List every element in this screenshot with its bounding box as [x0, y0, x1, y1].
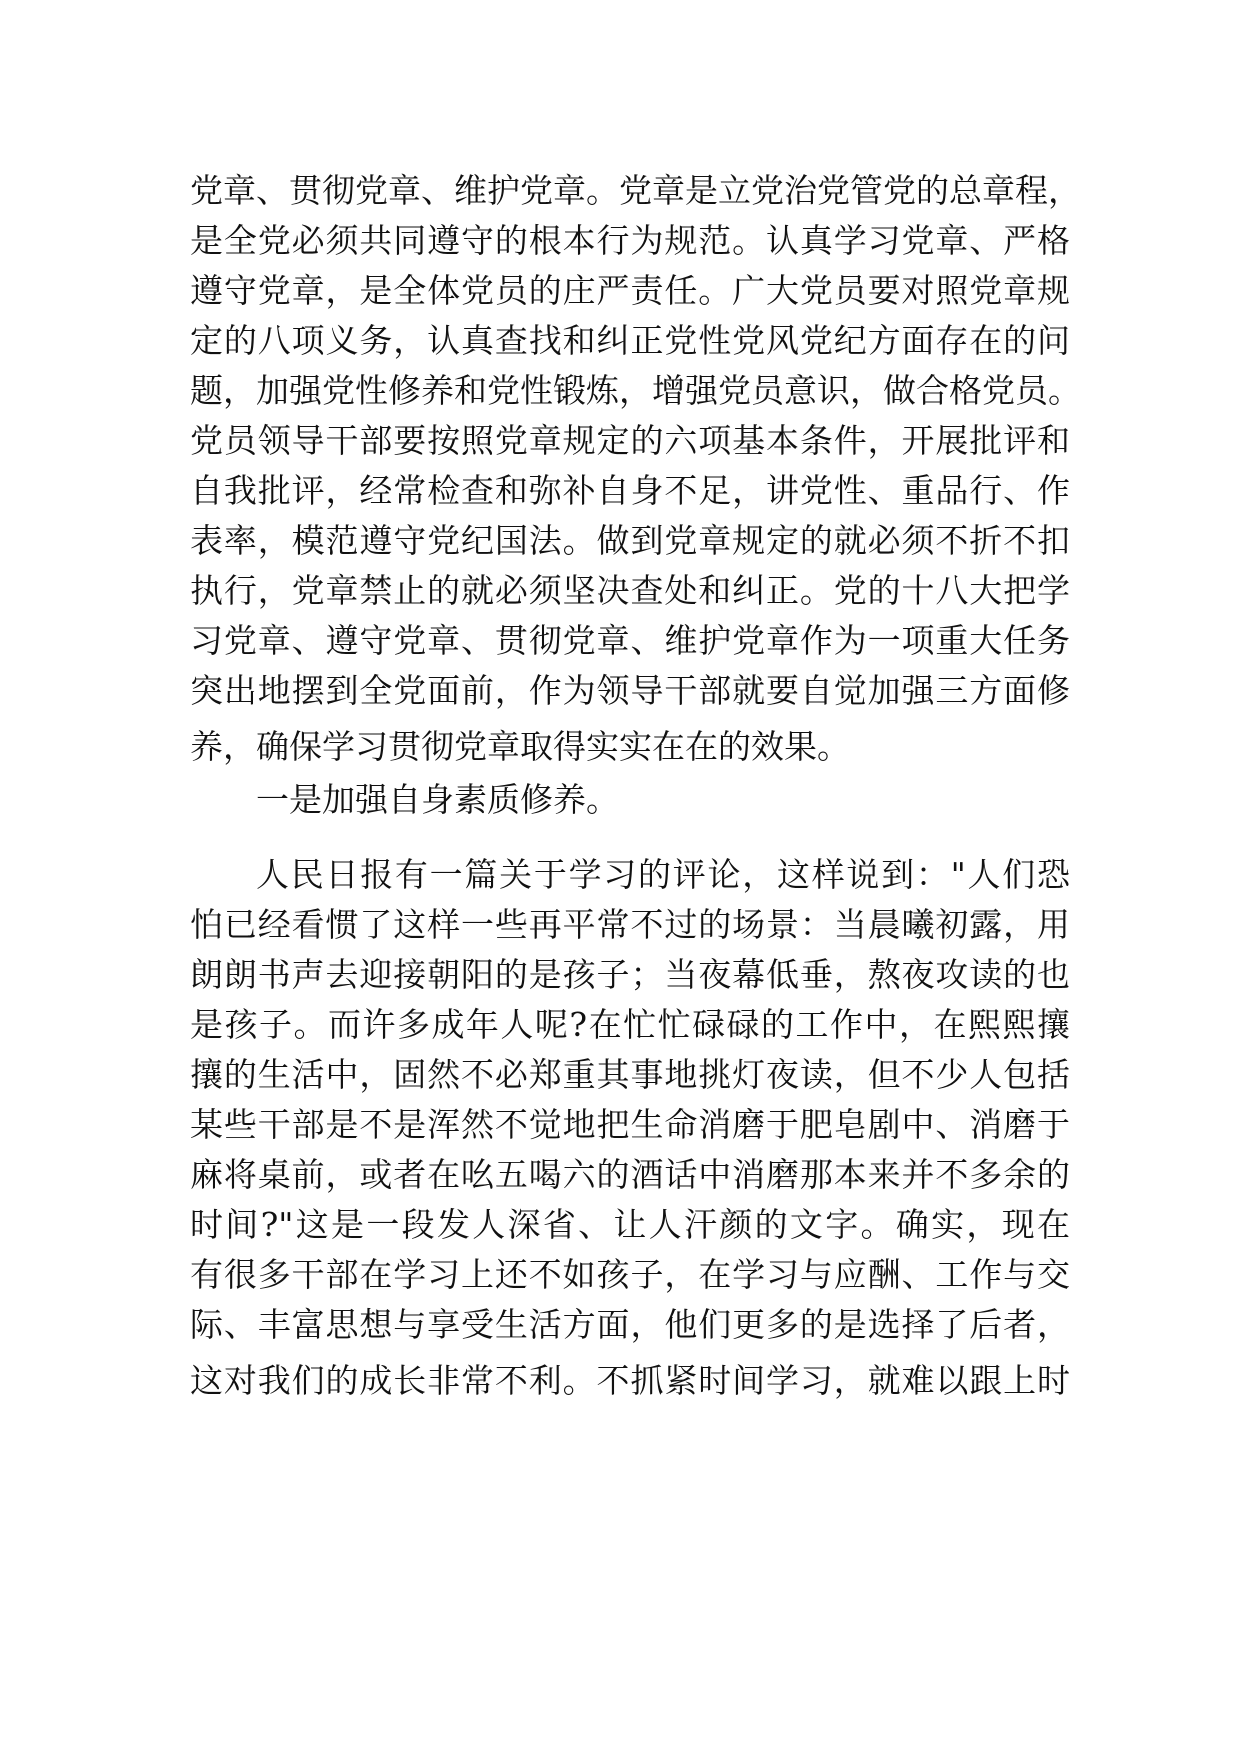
text-line: 定的八项义务，认真查找和纠正党性党风党纪方面存在的问 [190, 321, 1070, 360]
text-line: 突出地摆到全党面前，作为领导干部就要自觉加强三方面修 [190, 671, 1070, 710]
text-line: 自我批评，经常检查和弥补自身不足，讲党性、重品行、作 [190, 471, 1070, 510]
text-line: 习党章、遵守党章、贯彻党章、维护党章作为一项重大任务 [190, 621, 1070, 660]
text-line: 执行，党章禁止的就必须坚决查处和纠正。党的十八大把学 [190, 571, 1070, 610]
text-line: 某些干部是不是浑然不觉地把生命消磨于肥皂剧中、消磨于 [190, 1105, 1070, 1144]
text-line: 表率，模范遵守党纪国法。做到党章规定的就必须不折不扣 [190, 521, 1070, 560]
text-line: 题，加强党性修养和党性锻炼，增强党员意识，做合格党员。 [190, 371, 1081, 410]
text-line: 际、丰富思想与享受生活方面，他们更多的是选择了后者， [190, 1305, 1070, 1344]
text-line: 遵守党章，是全体党员的庄严责任。广大党员要对照党章规 [190, 271, 1070, 310]
text-line: 朗朗书声去迎接朝阳的是孩子；当夜幕低垂，熬夜攻读的也 [190, 955, 1070, 994]
text-line: 时间?"这是一段发人深省、让人汗颜的文字。确实，现在 [190, 1205, 1070, 1244]
paragraph-party-constitution [190, 166, 1081, 772]
text-line: 人民日报有一篇关于学习的评论，这样说到："人们恐 [256, 855, 1070, 894]
text-line: 攘的生活中，固然不必郑重其事地挑灯夜读，但不少人包括 [190, 1055, 1070, 1094]
paragraph-heading-self-cultivation [190, 775, 1070, 825]
section-heading: 一是加强自身素质修养。 [256, 780, 619, 819]
text-line: 党员领导干部要按照党章规定的六项基本条件，开展批评和 [190, 421, 1070, 460]
text-line: 是孩子。而许多成年人呢?在忙忙碌碌的工作中，在熙熙攘 [190, 1005, 1070, 1044]
paragraph-peoples-daily-commentary [190, 850, 1070, 1406]
text-line: 有很多干部在学习上还不如孩子，在学习与应酬、工作与交 [190, 1255, 1070, 1294]
text-line: 是全党必须共同遵守的根本行为规范。认真学习党章、严格 [190, 221, 1070, 260]
text-line: 党章、贯彻党章、维护党章。党章是立党治党管党的总章程， [190, 171, 1081, 210]
text-line: 麻将桌前，或者在吆五喝六的酒话中消磨那本来并不多余的 [190, 1155, 1070, 1194]
text-line: 这对我们的成长非常不利。不抓紧时间学习，就难以跟上时 [190, 1361, 1070, 1400]
text-line: 养，确保学习贯彻党章取得实实在在的效果。 [190, 727, 850, 766]
text-line: 怕已经看惯了这样一些再平常不过的场景：当晨曦初露，用 [190, 905, 1070, 944]
